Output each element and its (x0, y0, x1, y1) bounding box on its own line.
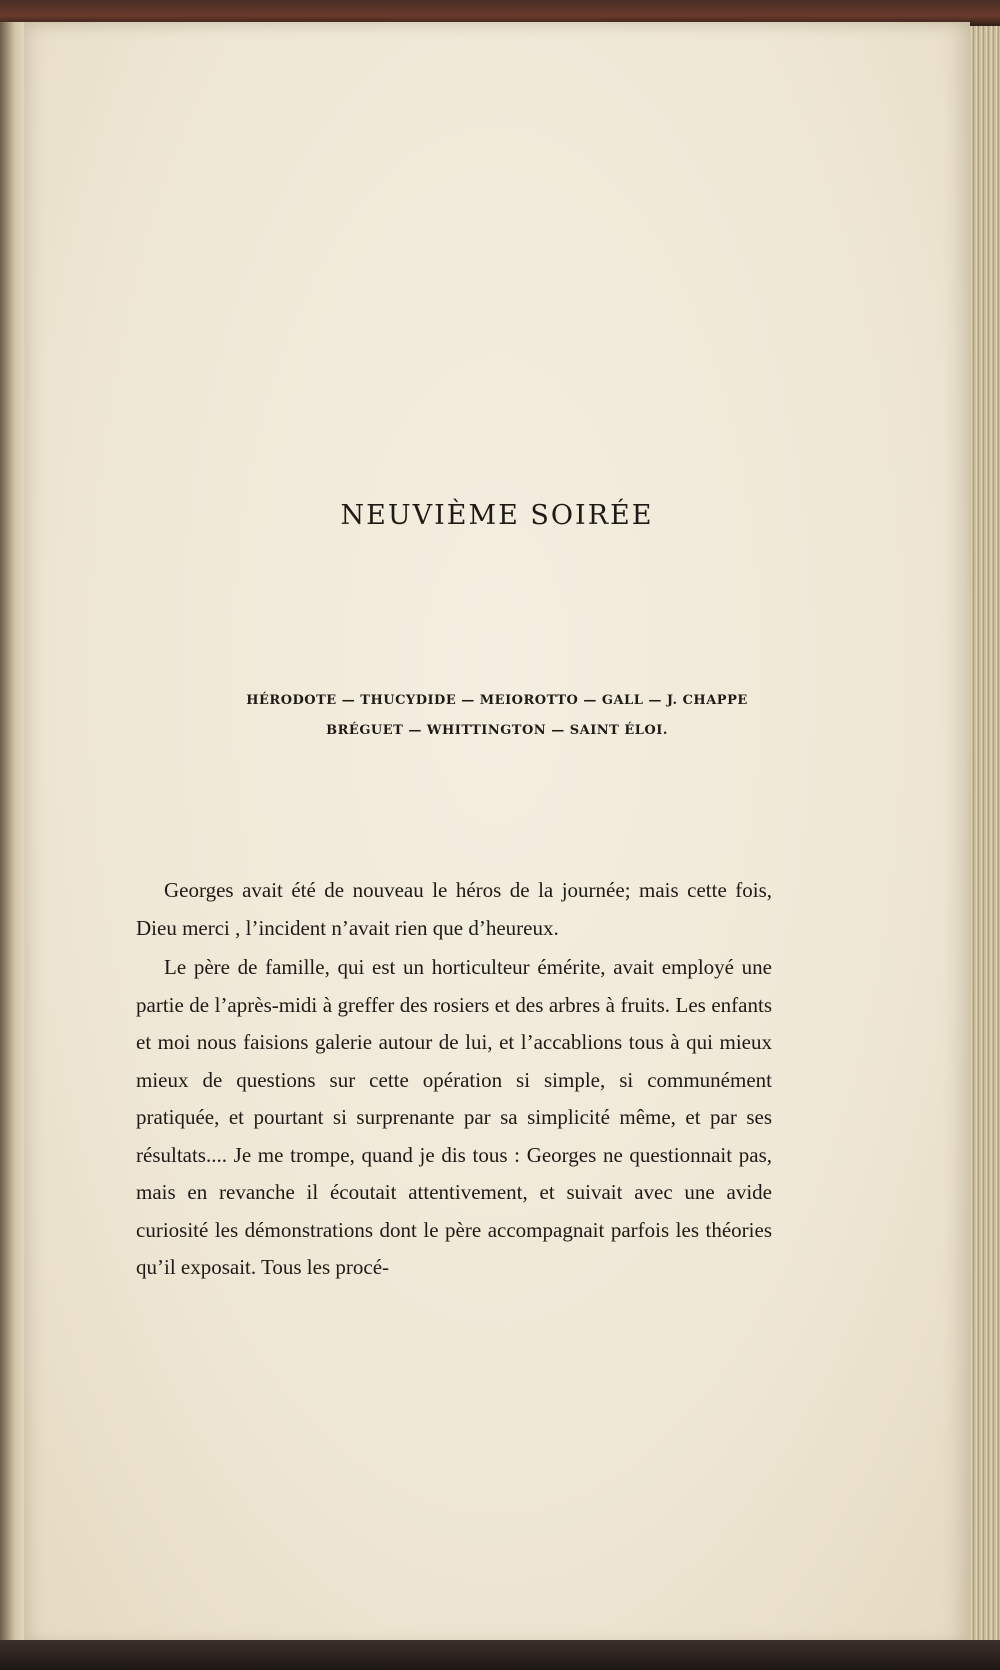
chapter-title: NEUVIÈME SOIRÉE (340, 500, 654, 531)
bottom-cover (0, 1640, 1000, 1670)
summary-line: HÉRODOTE — THUCYDIDE — MEIOROTTO — GALL — J. CHAPPE (246, 693, 748, 708)
left-page-edge (0, 22, 26, 1642)
body-text (136, 872, 772, 1287)
summary-line: BRÉGUET — WHITTINGTON — SAINT ÉLOI. (326, 723, 668, 738)
paragraph: Georges avait été de nouveau le héros de la journée; mais cette fois, Dieu merci , l’incident n’avait rien que d’heureux. (136, 878, 772, 940)
book-page (24, 22, 970, 1647)
page-stack-edges (965, 26, 1000, 1642)
chapter-summary (24, 686, 970, 746)
paragraph: Le père de famille, qui est un horticulteur émérite, avait employé une partie de l’après-midi à greffer des rosiers et des arbres à fruits. Les enfants et moi nous faisions galerie autour de lui, et l’accablions tous à qui mieux mieux de questions sur cette opération si simple, si communément pratiquée, et pourtant si surprenante par sa simplicité même, et par ses résultats.... Je me trompe, quand je dis tous : Georges ne questionnait pas, mais en revanche il écoutait attentivement, et suivait avec une avide curiosité les démonstrations dont le père accompagnait parfois les théories qu’il exposait. Tous les procé- (136, 955, 772, 1279)
